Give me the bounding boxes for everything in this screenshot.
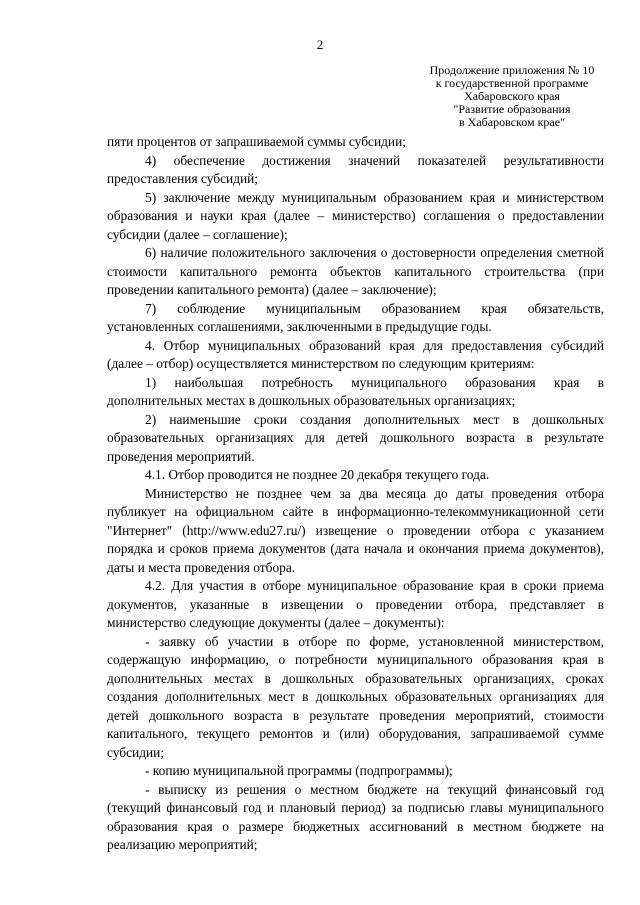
paragraph: 7) соблюдение муниципальным образованием края обязательств, установленных соглашениями, заключенными в предыдущие годы.	[107, 300, 604, 334]
paragraph: - копию муниципальной программы (подпрограммы);	[145, 763, 453, 778]
paragraph: 2) наименьшие сроки создания дополнительных мест в дошкольных образовательных организациях для детей дошкольного возраста в результате проведения мероприятий.	[107, 411, 604, 464]
paragraph: 5) заключение между муниципальным образованием края и министерством образования и науки края (далее – министерство) соглашения о предоставлении субсидии (далее – соглашение);	[107, 189, 604, 242]
paragraph: 4.1. Отбор проводится не позднее 20 декабря текущего года.	[145, 467, 490, 482]
paragraph: пяти процентов от запрашиваемой суммы субсидии;	[107, 134, 406, 149]
paragraph: 4) обеспечение достижения значений показателей результативности предоставления субсидий;	[107, 152, 604, 186]
document-body	[107, 133, 604, 855]
paragraph: 1) наибольшая потребность муниципального образования края в дополнительных местах в дошкольных образовательных организациях;	[107, 374, 604, 408]
paragraph: 4. Отбор муниципальных образований края для предоставления субсидий (далее – отбор) осуществляется министерством по следующим критериям:	[107, 337, 604, 371]
appendix-header-line: "Развитие образования	[453, 102, 571, 116]
paragraph: - выписку из решения о местном бюджете на текущий финансовый год (текущий финансовый год и плановый период) за подписью главы муниципального образования края о размере бюджетных ассигнований в местном бюджете на реализацию мероприятий;	[107, 781, 604, 852]
paragraph: 4.2. Для участия в отборе муниципальное образование края в сроки приема документов, указанные в извещении о проведении отбора, представляет в министерство следующие документы (далее – документы):	[107, 578, 604, 630]
paragraph: Министерство не позднее чем за два месяца до даты проведения отбора публикует на официальном сайте в информационно-телекоммуникационной сети "Интернет" (http://www.edu27.ru/) извещение о проведении отбора с указанием порядка и сроков приема документов (дата начала и окончания приема документов), даты и места проведения отбора.	[107, 485, 604, 575]
appendix-header-line: Хабаровского края	[464, 89, 560, 103]
paragraph: - заявку об участии в отборе по форме, установленной министерством, содержащую информацию, о потребности муниципального образования края в дополнительных местах в дошкольных образовательных организациях, сроках создания дополнительных мест в дошкольных образовательных организациях для детей дошкольного возраста в результате проведения мероприятий, стоимости капитального, текущего ремонтов и (или) оборудования, запрашиваемой сумме субсидии;	[107, 633, 604, 760]
page-number: 2	[316, 37, 324, 52]
appendix-header-line: в Хабаровском крае"	[459, 115, 565, 129]
appendix-header-line: Продолжение приложения № 10	[429, 63, 595, 77]
appendix-header-line: к государственной программе	[435, 76, 589, 90]
paragraph: 6) наличие положительного заключения о достоверности определения сметной стоимости капитального ремонта объектов капитального строительства (при проведении капитального ремонта) (далее – заключение);	[107, 245, 604, 297]
appendix-header	[422, 64, 602, 129]
